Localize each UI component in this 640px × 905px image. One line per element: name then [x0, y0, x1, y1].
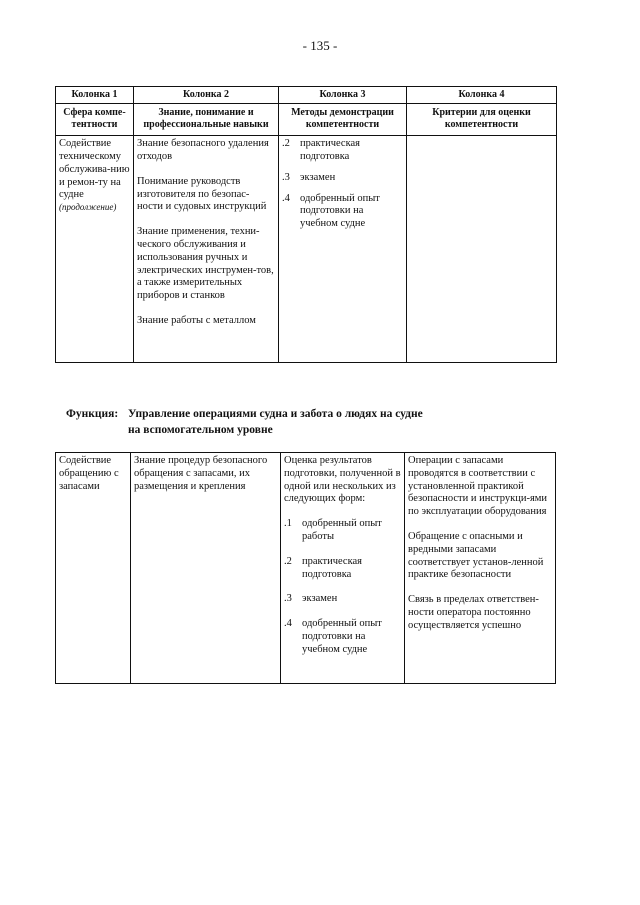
- method-item: [282, 138, 403, 164]
- subheader-row: [56, 104, 557, 136]
- subheader-knowledge: Знание, понимание и профессиональные навыки: [134, 104, 279, 136]
- method-number: .2: [284, 555, 292, 567]
- method-text: экзамен: [302, 593, 338, 605]
- competence-cell: Содействие обращению с запасами: [56, 453, 131, 684]
- column-header-row: [56, 87, 557, 104]
- table-row: [56, 136, 557, 363]
- criteria-item: Связь в пределах ответствен-ности оператора постоянно осуществляется успешно: [408, 594, 539, 631]
- method-text: практическая подготовка: [300, 138, 360, 162]
- method-text: практическая подготовка: [302, 555, 362, 580]
- competence-table-upper: [55, 86, 557, 363]
- column-header-3: Колонка 3: [279, 87, 407, 104]
- methods-cell: [279, 136, 407, 363]
- criteria-cell: [407, 136, 557, 363]
- subheader-competence: Сфера компе-тентности: [56, 104, 134, 136]
- criteria-item: Операции с запасами проводятся в соответствии с установленной практикой безопасности и инструкци-ями по эксплуатации оборудования: [408, 455, 548, 518]
- column-header-1: Колонка 1: [56, 87, 134, 104]
- function-label: Функция:: [66, 408, 119, 420]
- methods-cell: [281, 453, 405, 684]
- column-header-2: Колонка 2: [134, 87, 279, 104]
- knowledge-item: Понимание руководств изготовителя по безопас-ности и судовых инструкций: [137, 175, 267, 213]
- method-text: одобренный опыт подготовки на учебном судне: [302, 618, 382, 655]
- method-text: одобренный опыт работы: [302, 518, 382, 542]
- criteria-cell: [405, 453, 556, 684]
- method-number: .4: [282, 192, 290, 204]
- method-item: [282, 172, 403, 185]
- function-title-line1: Управление операциями судна и забота о людях на судне: [128, 408, 423, 420]
- method-number: .1: [284, 518, 292, 530]
- table-row: [56, 453, 556, 684]
- subheader-methods: Методы демонстрации компетентности: [279, 104, 407, 136]
- method-item: [284, 618, 401, 656]
- subheader-criteria: Критерии для оценки компетентности: [407, 104, 557, 136]
- competence-cell: [56, 136, 134, 363]
- function-heading: [66, 407, 423, 438]
- function-title-line2: на вспомогательном уровне: [128, 423, 273, 436]
- knowledge-cell: Знание процедур безопасного обращения с запасами, их размещения и крепления: [131, 453, 281, 684]
- column-header-4: Колонка 4: [407, 87, 557, 104]
- competence-table-lower: [55, 452, 556, 684]
- criteria-item: Обращение с опасными и вредными запасами соответствует установ-ленной практике безопасности: [408, 530, 544, 581]
- method-item: [282, 193, 403, 231]
- knowledge-item: Знание применения, техни-ческого обслуживания и использования ручных и электрических инструмен-тов, а также измерительных приборов и станков: [137, 226, 274, 302]
- knowledge-item: Знание работы с металлом: [137, 314, 256, 326]
- method-item: [284, 518, 401, 544]
- competence-text: Содействие техническому обслужива-нию и ремон-ту на судне: [59, 138, 130, 201]
- method-item: [284, 556, 401, 582]
- method-text: экзамен: [300, 171, 336, 183]
- method-number: .2: [282, 138, 290, 150]
- methods-intro: Оценка результатов подготовки, полученной в одной или нескольких из следующих форм:: [284, 455, 401, 505]
- knowledge-cell: [134, 136, 279, 363]
- method-number: .4: [284, 618, 292, 630]
- page-number: - 135 -: [302, 38, 338, 53]
- method-item: [284, 593, 401, 606]
- continuation-note: (продолжение): [59, 202, 117, 213]
- method-text: одобренный опыт подготовки на учебном судне: [300, 192, 380, 230]
- method-number: .3: [284, 593, 292, 605]
- knowledge-item: Знание безопасного удаления отходов: [137, 138, 269, 162]
- method-number: .3: [282, 171, 290, 183]
